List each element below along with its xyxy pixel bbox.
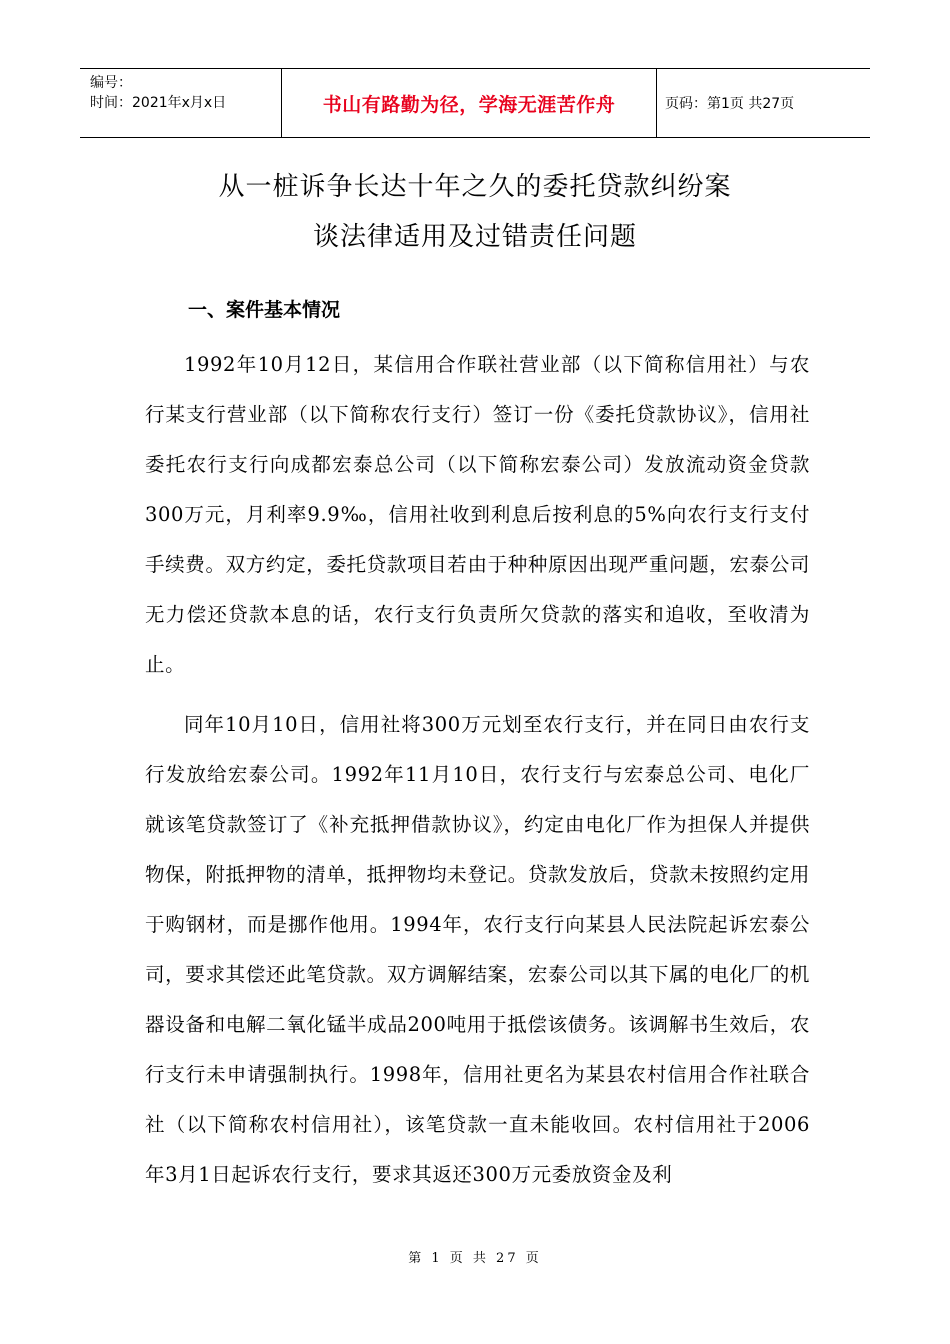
header-motto: 书山有路勤为径，学海无涯苦作舟: [281, 69, 657, 137]
page-footer: 第 1 页 共 27 页: [408, 1251, 542, 1266]
document-title-line2: 谈法律适用及过错责任问题: [312, 222, 637, 252]
body-text: [145, 340, 810, 1210]
section-heading: 一、案件基本情况: [188, 299, 341, 321]
page-header: [80, 68, 870, 138]
document-time-label: 时间：2021年x月x日: [90, 95, 227, 111]
header-page-number: 页码：第1页 共27页: [665, 96, 795, 112]
paragraph-2: 同年10月10日，信用社将300万元划至农行支行，并在同日由农行支行发放给宏泰公司。1992年11月10日，农行支行与宏泰总公司、电化厂就该笔贷款签订了《补充抵押借款协议》，约定由电化厂作为担保人并提供物保，附抵押物的清单，抵押物均未登记。贷款发放后，贷款未按照约定用于购钢材，而是挪作他用。1994年，农行支行向某县人民法院起诉宏泰公司，要求其偿还此笔贷款。双方调解结案，宏泰公司以其下属的电化厂的机器设备和电解二氧化锰半成品200吨用于抵偿该债务。该调解书生效后，农行支行未申请强制执行。1998年，信用社更名为某县农村信用合作社联合社（以下简称农村信用社），该笔贷款一直未能收回。农村信用社于2006年3月1日起诉农行支行，要求其返还300万元委放资金及利: [145, 713, 810, 1186]
document-title-line1: 从一桩诉争长达十年之久的委托贷款纠纷案: [218, 172, 732, 202]
document-number-label: 编号：: [90, 75, 132, 91]
paragraph-1: 1992年10月12日，某信用合作联社营业部（以下简称信用社）与农行某支行营业部（以下简称农行支行）签订一份《委托贷款协议》，信用社委托农行支行向成都宏泰总公司（以下简称宏泰公司）发放流动资金贷款300万元，月利率9.9‰，信用社收到利息后按利息的5%向农行支行支付手续费。双方约定，委托贷款项目若由于种种原因出现严重问题，宏泰公司无力偿还贷款本息的话，农行支行负责所欠贷款的落实和追收，至收清为止。: [145, 353, 810, 676]
header-meta: [80, 69, 281, 137]
